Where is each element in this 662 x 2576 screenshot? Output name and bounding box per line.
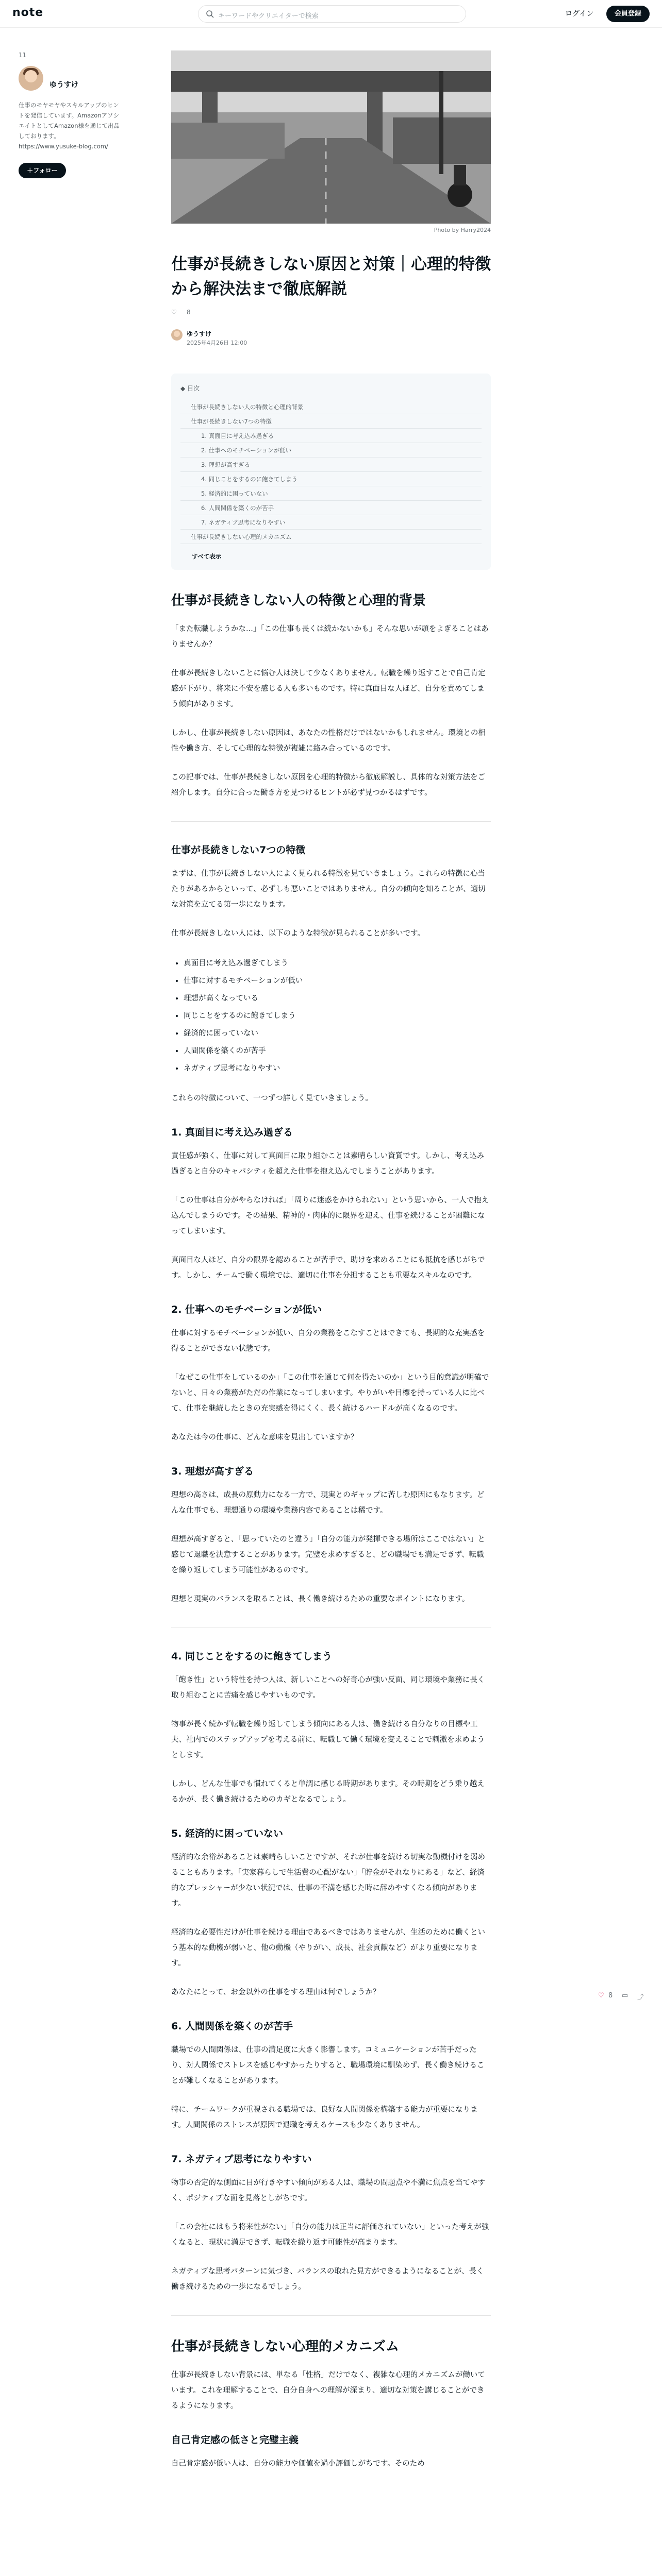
- paragraph: 理想の高さは、成長の原動力になる一方で、現実とのギャップに苦しむ原因にもなります。どんな仕事でも、理想通りの環境や業務内容であることは稀です。: [171, 1491, 485, 1515]
- paragraph: 理想と現実のバランスを取ることは、長く働き続けるための重要なポイントになります。: [171, 1595, 470, 1603]
- list-item: • 人間関係を築くのが苦手: [184, 1042, 491, 1060]
- paragraph: 「なぜこの仕事をしているのか」「この仕事を通じて何を得たいのか」という目的意識が明確でないと、日々の業務がただの作業になってしまいます。やりがいや目標を持っている人に比べて、仕事を継続したときの充実感を得にくく、長く続けるハードルが高くなるのです。: [171, 1374, 489, 1413]
- heart-icon[interactable]: ♡: [598, 1992, 604, 1999]
- article: [171, 50, 491, 2485]
- sidebar-count: 11: [19, 52, 27, 59]
- subsection-heading: 3. 理想が高すぎる: [171, 1466, 254, 1477]
- author-avatar[interactable]: [171, 329, 183, 341]
- list-item: • 真面目に考え込み過ぎてしまう: [184, 955, 491, 972]
- paragraph: 理想が高すぎると、「思っていたのと違う」「自分の能力が発揮できる場所はここではない」と感じて退職を決意することがあります。完璧を求めすぎると、どの職場でも満足できず、転職を繰り返してしまう可能性があるのです。: [171, 1535, 485, 1574]
- float-like-count: 8: [608, 1992, 613, 1999]
- toc-item[interactable]: 3. 理想が高すぎる: [180, 457, 482, 472]
- subsection-heading: 2. 仕事へのモチベーションが低い: [171, 1304, 322, 1315]
- author-name-small[interactable]: ゆうすけ: [187, 330, 212, 337]
- paragraph: 経済的な必要性だけが仕事を続ける理由であるべきではありませんが、生活のために働くという基本的な動機が弱いと、他の動機（やりがい、成長、社会貢献など）がより重要になります。: [171, 1928, 485, 1968]
- author-bio: [19, 100, 122, 151]
- paragraph: 職場での人間関係は、仕事の満足度に大きく影響します。コミュニケーションが苦手だったり、対人関係でストレスを感じやすかったりすると、職場環境に馴染めず、長く働き続けることが難しくなることがあります。: [171, 2046, 485, 2085]
- subsection-heading: 4. 同じことをするのに飽きてしまう: [171, 1651, 333, 1662]
- article-title: 仕事が長続きしない原因と対策｜心理的特徴から解決法まで徹底解説: [171, 255, 491, 298]
- toc-item[interactable]: 1. 真面目に考え込み過ぎる: [180, 429, 482, 443]
- author-link[interactable]: https://www.yusuke-blog.com/: [19, 143, 108, 150]
- search-input[interactable]: [198, 5, 466, 23]
- table-of-contents: [171, 374, 491, 570]
- search-placeholder: キーワードやクリエイターで検索: [218, 12, 319, 20]
- floating-actions: [598, 1992, 650, 2004]
- toc-item[interactable]: 4. 同じことをするのに飽きてしまう: [180, 472, 482, 486]
- paragraph: これらの特徴について、一つずつ詳しく見ていきましょう。: [171, 1094, 373, 1103]
- paragraph: 物事が長く続かず転職を繰り返してしまう傾向にある人は、働き続ける自分なりの目標や工夫、社内でのステップアップを考える前に、転職して働く環境を変えることで刺激を求めようとします。: [171, 1720, 485, 1759]
- paragraph: ネガティブな思考パターンに気づき、バランスの取れた見方ができるようになることが、長く働き続けるための一歩になるでしょう。: [171, 2267, 484, 2291]
- author-bio-text: 仕事のモヤモヤやスキルアップのヒントを発信しています。AmazonアソシエイトとしてAmazon様を通じて出品しております。: [19, 101, 120, 140]
- paragraph: この記事では、仕事が長続きしない原因を心理的特徴から徹底解説し、具体的な対策方法をご紹介します。自分に合った働き方を見つけるヒントが必ず見つかるはずです。: [171, 773, 485, 797]
- paragraph: 経済的な余裕があることは素晴らしいことですが、それが仕事を続ける切実な動機付けを弱めることもあります。「実家暮らしで生活費の心配がない」「貯金がそれなりにある」など、経済的なプレッシャーが少ない状況では、仕事の不満を感じた時に辞めやすくなる傾向があります。: [171, 1853, 485, 1908]
- photo-credit: Photo by Harry2024: [434, 227, 491, 233]
- toc-heading-label: 目次: [187, 385, 200, 392]
- toc-item[interactable]: 仕事が長続きしない心理的メカニズム: [180, 530, 482, 544]
- list-item: • ネガティブ思考になりやすい: [184, 1060, 491, 1077]
- toc-item[interactable]: 6. 人間関係を築くのが苦手: [180, 501, 482, 515]
- comment-icon[interactable]: ▭: [622, 1992, 628, 1999]
- follow-button[interactable]: ＋フォロー: [19, 163, 66, 178]
- paragraph: 仕事に対するモチベーションが低い、自分の業務をこなすことはできても、長期的な充実感を得ることができない状態です。: [171, 1329, 485, 1353]
- login-link[interactable]: ログイン: [565, 10, 594, 18]
- paragraph: 責任感が強く、仕事に対して真面目に取り組むことは素晴らしい資質です。しかし、考え込み過ぎると自分のキャパシティを超えた仕事を抱え込んでしまうことがあります。: [171, 1152, 485, 1176]
- list-item: • 理想が高くなっている: [184, 990, 491, 1007]
- share-icon[interactable]: ⤴: [637, 1994, 644, 2002]
- paragraph: 真面目な人ほど、自分の限界を認めることが苦手で、助けを求めることにも抵抗を感じがちです。しかし、チームで働く環境では、適切に仕事を分担することも重要なスキルなのです。: [171, 1256, 485, 1280]
- publish-date: 2025年4月26日 12:00: [187, 340, 247, 346]
- signup-button[interactable]: 会員登録: [606, 6, 650, 22]
- toc-heading: ◆ 目次: [180, 385, 200, 392]
- heart-icon[interactable]: ♡: [171, 309, 177, 316]
- top-bar: [0, 0, 662, 28]
- list-item: • 経済的に困っていない: [184, 1025, 491, 1042]
- subsection-heading: 1. 真面目に考え込み過ぎる: [171, 1127, 293, 1138]
- toc-item[interactable]: 7. ネガティブ思考になりやすい: [180, 515, 482, 530]
- paragraph: 「この仕事は自分がやらなければ」「周りに迷惑をかけられない」という思いから、一人で抱え込んでしまうのです。その結果、精神的・肉体的に限界を迎え、仕事を続けることが困難になってしまいます。: [171, 1196, 489, 1235]
- toc-item[interactable]: 2. 仕事へのモチベーションが低い: [180, 443, 482, 457]
- paragraph: 仕事が長続きしないことに悩む人は決して少なくありません。転職を繰り返すことで自己肯定感が下がり、将来に不安を感じる人も多いものです。特に真面目な人ほど、自分を責めてしまう傾向があります。: [171, 669, 486, 708]
- paragraph: 特に、チームワークが重視される職場では、良好な人間関係を構築する能力が重要になります。人間関係のストレスが原因で退職を考えるケースも少なくありません。: [171, 2106, 478, 2129]
- author-sidebar: [19, 52, 122, 178]
- subsection-heading: 6. 人間関係を築くのが苦手: [171, 2021, 293, 2032]
- paragraph: 自己肯定感が低い人は、自分の能力や価値を過小評価しがちです。そのため: [171, 2460, 425, 2468]
- paragraph: しかし、どんな仕事でも慣れてくると単調に感じる時期があります。その時期をどう乗り越えるかが、長く働き続けるためのカギとなるでしょう。: [171, 1780, 485, 1804]
- section-heading: 仕事が長続きしない心理的メカニズム: [171, 2339, 400, 2354]
- toc-show-all[interactable]: すべて表示: [192, 553, 222, 560]
- paragraph: 「飽き性」という特性を持つ人は、新しいことへの好奇心が強い反面、同じ環境や業務に長く取り組むことに苦痛を感じやすいものです。: [171, 1676, 485, 1700]
- subsection-heading: 7. ネガティブ思考になりやすい: [171, 2154, 312, 2165]
- list-item: • 仕事に対するモチベーションが低い: [184, 972, 491, 990]
- toc-item[interactable]: 仕事が長続きしない人の特徴と心理的背景: [180, 400, 482, 414]
- toc-item[interactable]: 仕事が長続きしない7つの特徴: [180, 414, 482, 429]
- paragraph: あなたは今の仕事に、どんな意味を見出していますか？: [171, 1433, 358, 1442]
- feature-list: [184, 955, 491, 1077]
- search-icon: [206, 10, 214, 18]
- paragraph: 「この会社にはもう将来性がない」「自分の能力は正当に評価されていない」といった考えが強くなると、現状に満足できず、転職を繰り返す可能性が高まります。: [171, 2223, 489, 2247]
- paragraph: しかし、仕事が長続きしない原因は、あなたの性格だけではないかもしれません。環境との相性や働き方、そして心理的な特徴が複雑に絡み合っているのです。: [171, 729, 486, 753]
- subsection-heading: 仕事が長続きしない7つの特徴: [171, 844, 306, 856]
- paragraph: 物事の否定的な側面に目が行きやすい傾向がある人は、職場の問題点や不満に焦点を当てやすく、ポジティブな面を見落としがちです。: [171, 2179, 485, 2202]
- paragraph: 仕事が長続きしない背景には、単なる「性格」だけでなく、複雑な心理的メカニズムが働いています。これを理解することで、自分自身への理解が深まり、適切な対策を講じることができるようになります。: [171, 2371, 485, 2410]
- like-count: 8: [187, 309, 191, 316]
- list-item: • 同じことをするのに飽きてしまう: [184, 1007, 491, 1025]
- hero-image: [171, 50, 491, 224]
- author-row: [171, 329, 491, 350]
- paragraph: 仕事が長続きしない人には、以下のような特徴が見られることが多いです。: [171, 929, 425, 938]
- paragraph: まずは、仕事が長続きしない人によく見られる特徴を見ていきましょう。これらの特徴に心当たりがあるからといって、必ずしも悪いことではありません。自分の傾向を知ることが、適切な対策を立てる第一歩になります。: [171, 870, 486, 909]
- hero-photo: [171, 50, 491, 224]
- note-logo[interactable]: note: [12, 6, 44, 19]
- avatar[interactable]: [19, 66, 43, 91]
- subsection-heading: 自己肯定感の低さと完璧主義: [171, 2434, 299, 2446]
- section-heading: 仕事が長続きしない人の特徴と心理的背景: [171, 593, 426, 608]
- divider: [171, 2315, 491, 2316]
- paragraph: 「また転職しようかな...」「この仕事も長くは続かないかも」そんな思いが頭をよぎることはありませんか？: [171, 625, 489, 649]
- article-body: [171, 590, 491, 2471]
- follow-label: フォロー: [33, 167, 58, 174]
- paragraph: あなたにとって、お金以外の仕事をする理由は何でしょうか？: [171, 1988, 380, 1996]
- divider: [171, 821, 491, 822]
- article-meta: [171, 309, 491, 319]
- toc-item[interactable]: 5. 経済的に困っていない: [180, 486, 482, 501]
- subsection-heading: 5. 経済的に困っていない: [171, 1828, 284, 1839]
- author-name[interactable]: ゆうすけ: [49, 81, 78, 89]
